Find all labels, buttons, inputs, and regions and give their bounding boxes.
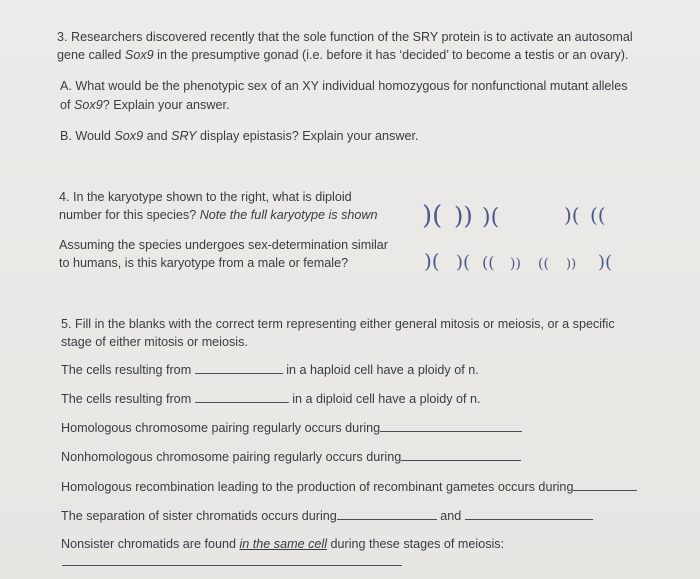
q4-line-1: 4. In the karyotype shown to the right, what is diploid — [59, 190, 352, 204]
q5-item-6: The separation of sister chromatids occurs during and — [61, 507, 593, 524]
karyotype-row-1 — [422, 201, 606, 231]
q4-line-2: number for this species? Note the full karyotype is shown — [59, 208, 378, 222]
karyotype-row-2 — [424, 249, 612, 273]
q5-item-2: The cells resulting from in a diploid cell have a ploidy of n. — [61, 392, 481, 406]
q4-line-4: to humans, is this karyotype from a male or female? — [59, 256, 349, 270]
svg-text:)(: )( — [456, 252, 471, 273]
svg-text:)(: )( — [482, 205, 500, 230]
svg-text:)(: )( — [598, 252, 613, 273]
blank-3[interactable] — [380, 419, 522, 432]
blank-2[interactable] — [195, 390, 289, 403]
q3-part-a-line-2: of Sox9? Explain your answer. — [60, 98, 230, 112]
blank-1[interactable] — [195, 361, 283, 374]
blank-6b[interactable] — [465, 507, 593, 520]
svg-text:)(: )( — [424, 249, 440, 273]
q3-part-a-line-1: A. What would be the phenotypic sex of an XY individual homozygous for nonfunctional mutant alleles — [60, 79, 628, 93]
svg-text:)(: )( — [564, 203, 580, 227]
svg-text:)): )) — [510, 256, 521, 272]
q5-item-4: Nonhomologous chromosome pairing regularly occurs during — [61, 448, 521, 465]
q5-item-1: The cells resulting from in a haploid cell have a ploidy of n. — [61, 363, 479, 377]
blank-6a[interactable] — [337, 507, 437, 520]
q5-item-7: Nonsister chromatids are found in the same cell during these stages of meiosis: — [61, 537, 505, 551]
svg-text:)(: )( — [422, 201, 443, 231]
q3-line-1: 3. Researchers discovered recently that the sole function of the SRY protein is to activate an autosomal — [57, 30, 633, 44]
svg-text:((: (( — [482, 253, 495, 272]
karyotype-image — [418, 196, 658, 286]
svg-text:((: (( — [590, 203, 606, 227]
blank-7[interactable] — [62, 565, 402, 566]
q5-line-1: 5. Fill in the blanks with the correct term representing either general mitosis or meiosis, or a specific — [61, 317, 615, 331]
svg-text:)): )) — [454, 202, 473, 230]
q3-line-2: gene called Sox9 in the presumptive gonad (i.e. before it has ‘decided’ to become a testis or an ovary). — [57, 48, 629, 62]
blank-5[interactable] — [573, 478, 637, 491]
q5-line-2: stage of either mitosis or meiosis. — [61, 335, 248, 349]
q5-item-3: Homologous chromosome pairing regularly occurs during — [61, 419, 522, 436]
svg-text:)): )) — [566, 257, 577, 272]
q5-item-5: Homologous recombination leading to the production of recombinant gametes occurs during — [61, 478, 637, 495]
q4-line-3: Assuming the species undergoes sex-determination similar — [59, 238, 388, 252]
svg-text:((: (( — [538, 256, 549, 272]
blank-4[interactable] — [401, 448, 521, 461]
q3-part-b: B. Would Sox9 and SRY display epistasis? Explain your answer. — [60, 129, 419, 143]
